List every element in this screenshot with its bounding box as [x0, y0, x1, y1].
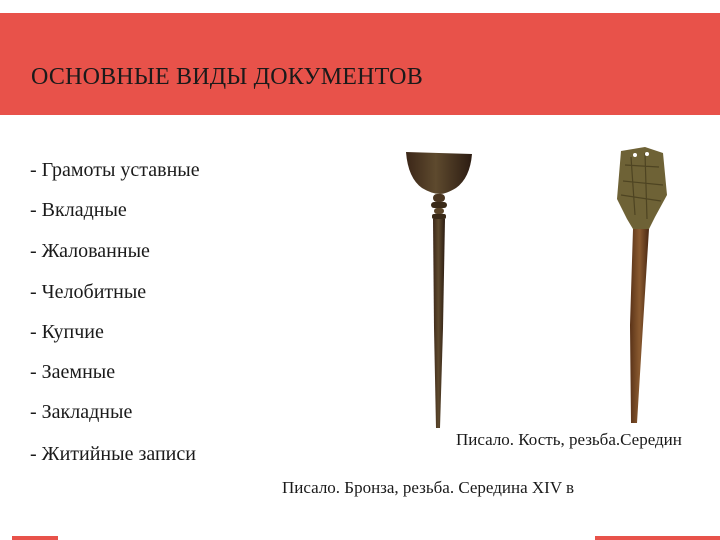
list-item: - Жалованные [30, 240, 150, 262]
page-title: ОСНОВНЫЕ ВИДЫ ДОКУМЕНТОВ [31, 64, 423, 90]
list-item: - Закладные [30, 401, 133, 423]
list-item: - Грамоты уставные [30, 159, 200, 181]
bone-stylus-caption: Писало. Кость, резьба.Середин [456, 430, 682, 449]
bone-stylus-image [605, 145, 675, 430]
bottom-accent-right [595, 536, 720, 540]
list-item: - Житийные записи [30, 443, 196, 465]
list-item: - Заемные [30, 361, 116, 383]
bronze-stylus-image [400, 148, 480, 438]
bottom-accent-left [12, 536, 58, 540]
bronze-stylus-caption: Писало. Бронза, резьба. Середина XIV в [282, 478, 575, 497]
list-item: - Челобитные [30, 281, 147, 303]
list-item: - Вкладные [30, 199, 127, 221]
list-item: - Купчие [30, 321, 104, 343]
